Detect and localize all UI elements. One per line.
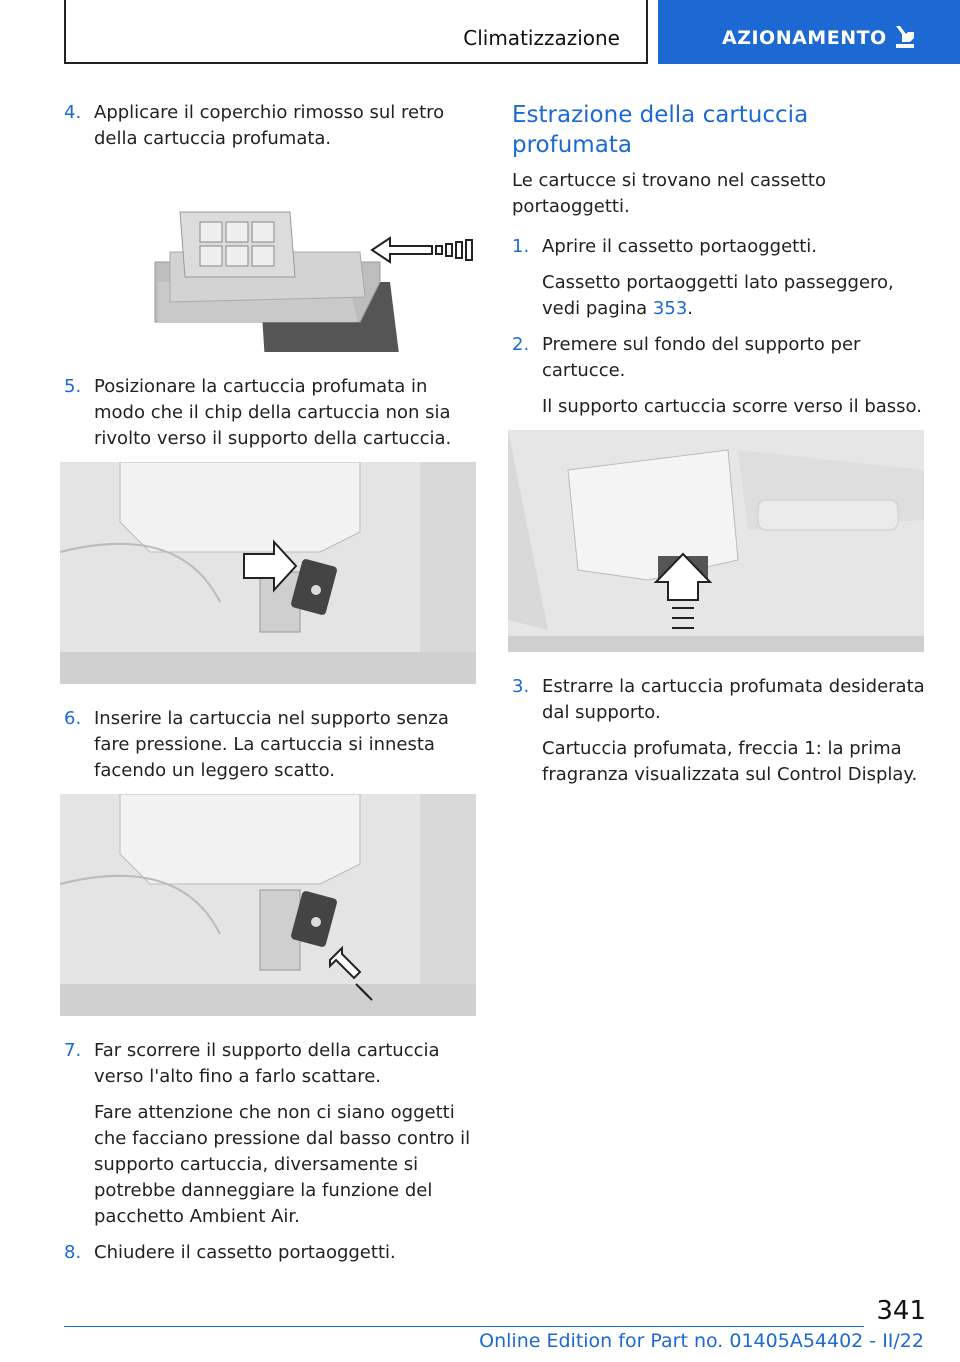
step-number: 7. — [64, 1040, 82, 1061]
step-7-note: Fare attenzione che non ci siano oggetti che facciano pressione dal basso contro il supporto cartuccia, diversamente si potrebbe danneggiare la funzione del pacchetto Ambient Air. — [94, 1102, 471, 1227]
footer-divider — [64, 1326, 864, 1327]
note-prefix: Cassetto portaoggetti lato passeggero, vedi pagina — [542, 272, 894, 319]
page-number: 341 — [876, 1296, 926, 1326]
step-6 — [60, 706, 480, 784]
step-3-note: Cartuccia profumata, freccia 1: la prima fragranza visualizzata sul Control Display. — [542, 738, 918, 785]
left-column — [60, 100, 480, 1276]
step-number: 2. — [512, 334, 530, 355]
step-2 — [508, 332, 928, 384]
cartridge-figure — [60, 162, 480, 352]
step-number: 5. — [64, 376, 82, 397]
section-intro: Le cartucce si trovano nel cassetto portaoggetti. — [512, 170, 826, 217]
page-link[interactable]: 353 — [652, 298, 688, 319]
step-text: Far scorrere il supporto della cartuccia verso l'alto fino a farlo scattare. — [94, 1040, 440, 1087]
step-7 — [60, 1038, 480, 1090]
step-3 — [508, 674, 928, 726]
step-text: Applicare il coperchio rimosso sul retro della cartuccia profumata. — [94, 102, 445, 149]
step-number: 4. — [64, 102, 82, 123]
step-text: Posizionare la cartuccia profumata in modo che il chip della cartuccia non sia rivolto verso il supporto della cartuccia. — [94, 376, 452, 449]
step-2-note: Il supporto cartuccia scorre verso il basso. — [542, 396, 922, 417]
step-1 — [508, 234, 928, 260]
hand-pointer-icon — [892, 22, 916, 56]
step-text: Estrarre la cartuccia profumata desiderata dal supporto. — [542, 676, 925, 723]
chapter-tab-label: AZIONAMENTO — [722, 27, 887, 49]
step-number: 6. — [64, 708, 82, 729]
step-1-note — [508, 270, 928, 322]
step-text: Aprire il cassetto portaoggetti. — [542, 236, 817, 257]
step-5 — [60, 374, 480, 452]
insert-position-figure — [60, 462, 476, 684]
step-number: 3. — [512, 676, 530, 697]
note-suffix: . — [687, 298, 694, 319]
step-number: 1. — [512, 236, 530, 257]
step-text: Chiudere il cassetto portaoggetti. — [94, 1242, 396, 1263]
step-8 — [60, 1240, 480, 1266]
step-text: Premere sul fondo del supporto per cartucce. — [542, 334, 861, 381]
step-4 — [60, 100, 480, 152]
section-title: Climatizzazione — [463, 26, 620, 50]
chapter-tab[interactable] — [658, 0, 960, 64]
edition-footer: Online Edition for Part no. 01405A54402 - II/22 — [479, 1330, 924, 1352]
insert-cartridge-figure — [60, 794, 476, 1016]
press-holder-figure — [508, 430, 924, 652]
section-heading: Estrazione della cartuccia profumata — [512, 102, 809, 158]
step-number: 8. — [64, 1242, 82, 1263]
right-column — [508, 100, 928, 798]
step-text: Inserire la cartuccia nel supporto senza fare pressione. La cartuccia si innesta facendo un leggero scatto. — [94, 708, 449, 781]
